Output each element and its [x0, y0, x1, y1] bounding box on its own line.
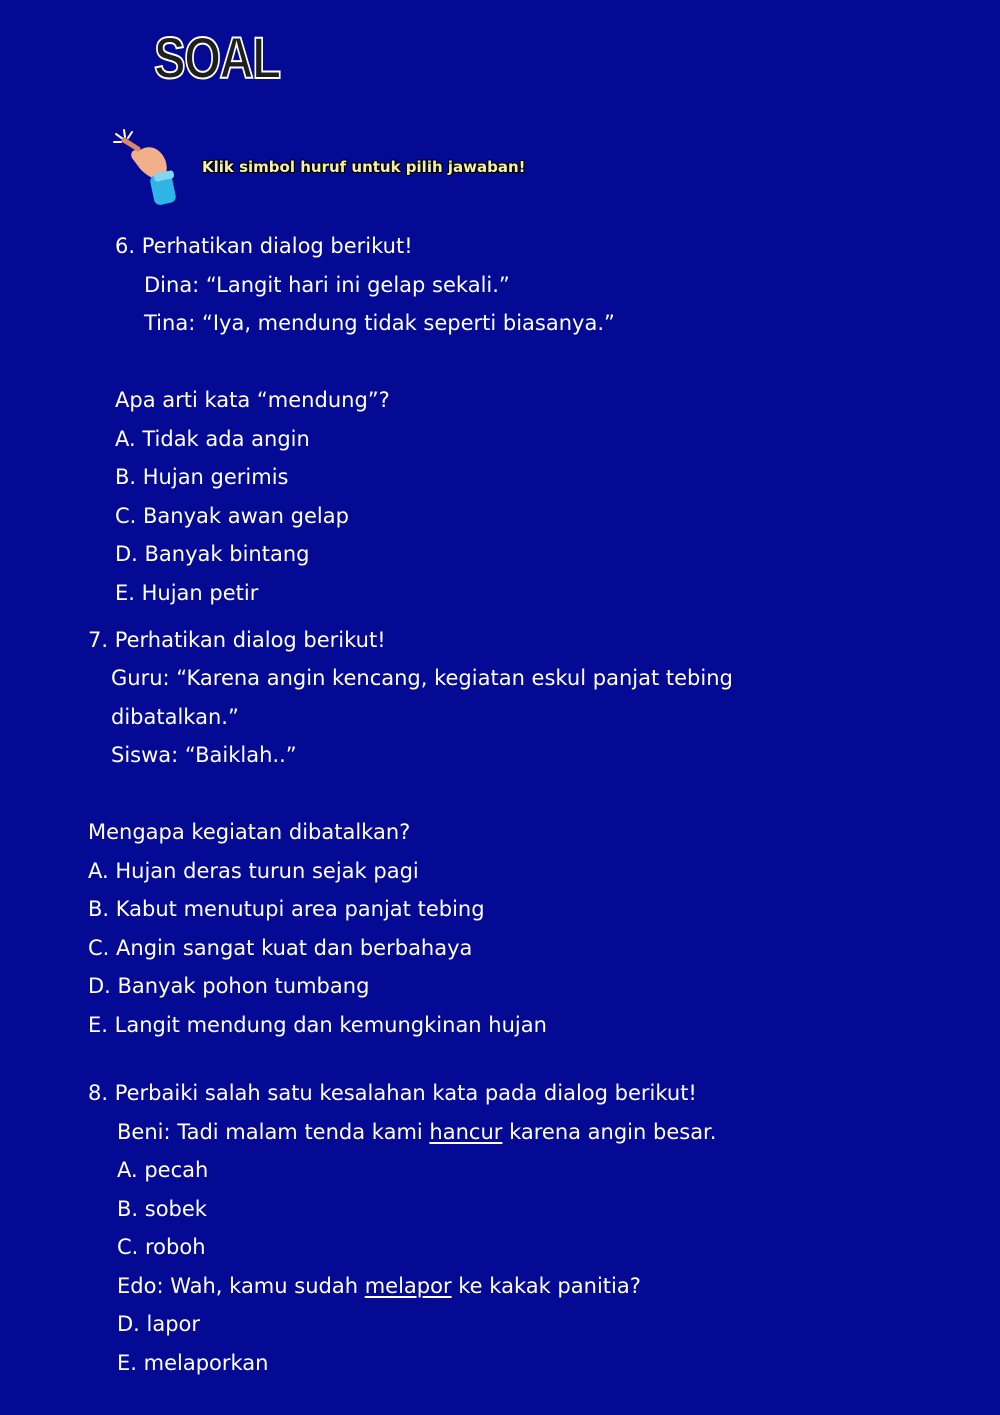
q7-dialog-line: Siswa: “Baiklah..”: [111, 743, 297, 767]
q8-option-b[interactable]: B. sobek: [117, 1197, 207, 1221]
q6-question: Apa arti kata “mendung”?: [115, 388, 390, 412]
q8-option-a[interactable]: A. pecah: [117, 1158, 209, 1182]
q7-intro: 7. Perhatikan dialog berikut!: [88, 628, 386, 652]
instruction-text: Klik simbol huruf untuk pilih jawaban!: [202, 158, 526, 176]
q8-line1-before: Beni: Tadi malam tenda kami: [117, 1120, 430, 1144]
q6-intro: 6. Perhatikan dialog berikut!: [115, 234, 413, 258]
q6-option-d[interactable]: D. Banyak bintang: [115, 542, 310, 566]
q8-option-e[interactable]: E. melaporkan: [117, 1351, 269, 1375]
q7-option-d[interactable]: D. Banyak pohon tumbang: [88, 974, 370, 998]
q8-intro: 8. Perbaiki salah satu kesalahan kata pada dialog berikut!: [88, 1081, 697, 1105]
q7-dialog-line: dibatalkan.”: [111, 705, 239, 729]
q8-dialog-line-1: [117, 1118, 716, 1146]
q6-option-e[interactable]: E. Hujan petir: [115, 581, 259, 605]
q7-option-c[interactable]: C. Angin sangat kuat dan berbahaya: [88, 936, 473, 960]
q8-underlined-word-hancur: hancur: [429, 1120, 503, 1144]
q7-option-b[interactable]: B. Kabut menutupi area panjat tebing: [88, 897, 485, 921]
q6-option-b[interactable]: B. Hujan gerimis: [115, 465, 289, 489]
q6-option-a[interactable]: A. Tidak ada angin: [115, 427, 310, 451]
q8-line2-after: ke kakak panitia?: [451, 1274, 641, 1298]
page-title: SOAL: [154, 26, 280, 91]
q6-option-c[interactable]: C. Banyak awan gelap: [115, 504, 349, 528]
q8-line2-before: Edo: Wah, kamu sudah: [117, 1274, 365, 1298]
pointing-hand-icon: [110, 128, 186, 210]
q8-underlined-word-melapor: melapor: [364, 1274, 452, 1298]
q8-option-d[interactable]: D. lapor: [117, 1312, 201, 1336]
q8-option-c[interactable]: C. roboh: [117, 1235, 206, 1259]
q8-line1-after: karena angin besar.: [502, 1120, 717, 1144]
q8-dialog-line-2: [117, 1272, 641, 1300]
q7-question: Mengapa kegiatan dibatalkan?: [88, 820, 411, 844]
q7-option-e[interactable]: E. Langit mendung dan kemungkinan hujan: [88, 1013, 547, 1037]
q7-dialog-line: Guru: “Karena angin kencang, kegiatan eskul panjat tebing: [111, 666, 733, 690]
q6-dialog-line: Tina: “Iya, mendung tidak seperti biasanya.”: [144, 311, 615, 335]
q6-dialog-line: Dina: “Langit hari ini gelap sekali.”: [144, 273, 510, 297]
q7-option-a[interactable]: A. Hujan deras turun sejak pagi: [88, 859, 419, 883]
